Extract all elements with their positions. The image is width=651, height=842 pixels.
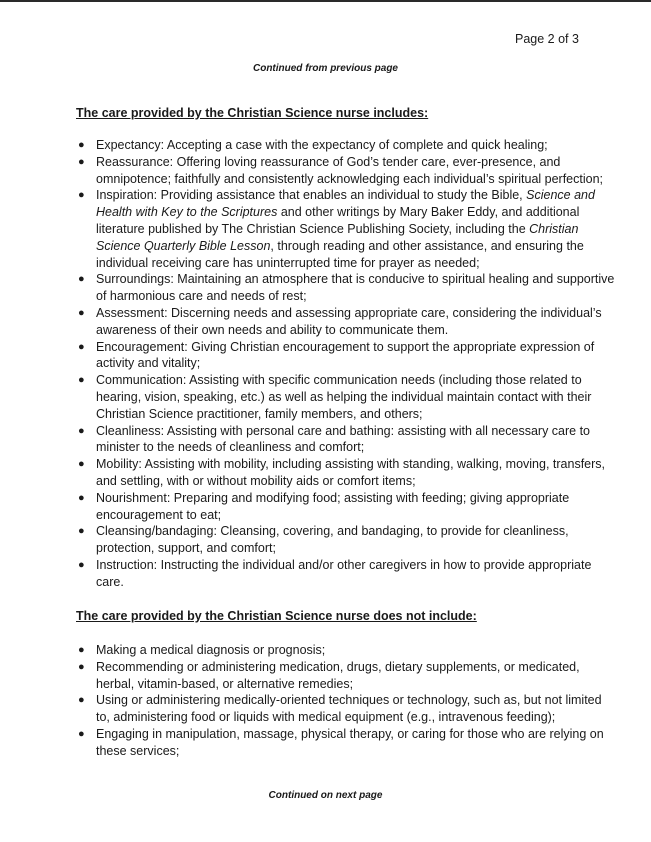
bullet-icon: ● [78, 340, 85, 353]
list-item: ● Mobility: Assisting with mobility, including assisting with standing, walking, moving, transfers, and settling, with or without mobility aids or comfort items; [78, 457, 606, 488]
list-item: ● Reassurance: Offering loving reassurance of God’s tender care, ever-presence, and omnipotence; faithfully and consistently acknowledging each individual’s spiritual perfection; [78, 154, 604, 186]
bullet-icon: ● [78, 374, 85, 387]
list-item: ● Engaging in manipulation, massage, physical therapy, or caring for those who are relying on these services; [78, 726, 604, 758]
page-number: Page 2 of 3 [515, 32, 579, 46]
list-item: ● Using or administering medically-oriented techniques or technology, such as, but not limited to, administering food or liquids with medical equipment (e.g., intravenous feeding); [78, 693, 602, 725]
list-item: ● Expectancy: Accepting a case with the expectancy of complete and quick healing; [78, 138, 548, 152]
bullet-icon: ● [78, 558, 85, 571]
list-item: ● Surroundings: Maintaining an atmosphere that is conducive to spiritual healing and supportive of harmonious care and needs of rest; [78, 272, 615, 304]
top-border [0, 0, 651, 2]
bullet-icon: ● [78, 306, 85, 319]
bullet-icon: ● [78, 694, 85, 707]
excludes-heading: The care provided by the Christian Science nurse does not include: [76, 609, 477, 623]
list-item: ● Assessment: Discerning needs and assessing appropriate care, considering the individual’s awareness of their own needs and ability to communicate them. [78, 305, 602, 337]
list-item: ● Making a medical diagnosis or prognosis; [78, 643, 326, 657]
bullet-icon: ● [78, 139, 85, 151]
list-item: ● Instruction: Instructing the individual and/or other caregivers in how to provide appropriate care. [78, 557, 592, 589]
list-item: ● Communication: Assisting with specific communication needs (including those related to hearing, vision, speaking, etc.) as well as helping the individual maintain contact with their Christian Science practitioner, family members, and others; [78, 373, 592, 421]
bullet-icon: ● [78, 491, 85, 504]
list-item: ● Cleansing/bandaging: Cleansing, covering, and bandaging, to provide for cleanliness, protection, support, and comfort; [78, 524, 569, 556]
bullet-icon: ● [78, 189, 85, 202]
bullet-icon: ● [78, 424, 85, 437]
bullet-icon: ● [78, 727, 85, 740]
continued-next-note: Continued on next page [268, 790, 383, 801]
bullet-icon: ● [78, 525, 85, 538]
bullet-icon: ● [78, 155, 85, 168]
includes-heading: The care provided by the Christian Science nurse includes: [76, 106, 429, 120]
list-item: ● Inspiration: Providing assistance that enables an individual to study the Bible, Science and Health with Key to the Scriptures and other writings by Mary Baker Eddy, and additional literature published by The Christian Science Publishing Society, including the Christian Science Quarterly Bible Lesson, through reading and other assistance, and ensuring the individual receiving care has uninterrupted time for prayer as needed; [78, 188, 595, 270]
bullet-icon: ● [78, 273, 85, 286]
list-item: ● Encouragement: Giving Christian encouragement to support the appropriate expression of activity and vitality; [78, 339, 595, 371]
includes-list [76, 137, 616, 591]
list-item: ● Cleanliness: Assisting with personal care and bathing: assisting with all necessary care to minister to the needs of cleanliness and comfort; [78, 423, 591, 455]
bullet-icon: ● [78, 458, 85, 471]
continued-from-note: Continued from previous page [252, 63, 398, 74]
publication-title: Christian Science Quarterly Bible Lesson [96, 221, 579, 253]
list-item: ● Recommending or administering medication, drugs, dietary supplements, or medicated, herbal, vitamin-based, or alternative remedies; [78, 659, 580, 691]
book-title: Science and Health with Key to the Scriptures [96, 188, 595, 220]
list-item: ● Nourishment: Preparing and modifying food; assisting with feeding; giving appropriate encouragement to eat; [78, 490, 570, 522]
excludes-list [76, 642, 616, 760]
bullet-icon: ● [78, 660, 85, 673]
bullet-icon: ● [78, 644, 85, 656]
